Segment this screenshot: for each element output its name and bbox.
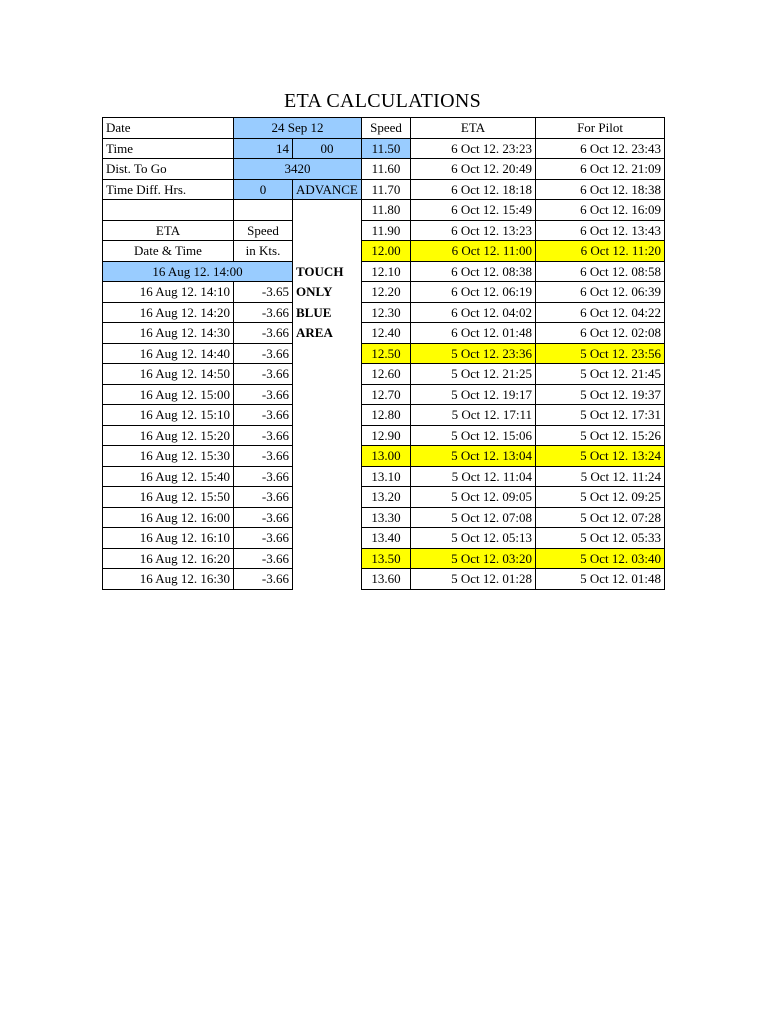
table-row [103, 302, 665, 323]
table-row [103, 364, 665, 385]
speed-value: 12.00 [362, 241, 411, 262]
eta-value: 5 Oct 12. 01:28 [411, 569, 536, 590]
eta-value: 5 Oct 12. 15:06 [411, 425, 536, 446]
row-time-diff [103, 179, 665, 200]
spacer-cell [293, 220, 362, 241]
left-speed-value: -3.66 [234, 405, 293, 426]
spacer-cell [293, 569, 362, 590]
blank-cell [103, 200, 234, 221]
left-datetime-value: 16 Aug 12. 15:00 [103, 384, 234, 405]
left-speed-value: -3.66 [234, 507, 293, 528]
eta-value: 5 Oct 12. 19:17 [411, 384, 536, 405]
speed-value: 11.60 [362, 159, 411, 180]
left-datetime-value: 16 Aug 12. 16:20 [103, 548, 234, 569]
time-diff-label: Time Diff. Hrs. [103, 179, 234, 200]
left-datetime-value: 16 Aug 12. 14:30 [103, 323, 234, 344]
row-left-header-1 [103, 220, 665, 241]
blank-cell [293, 200, 362, 221]
speed-value: 11.50 [362, 138, 411, 159]
pilot-eta-value: 6 Oct 12. 18:38 [536, 179, 665, 200]
row-left-header-2 [103, 241, 665, 262]
eta-sheet [102, 117, 665, 590]
eta-value: 5 Oct 12. 09:05 [411, 487, 536, 508]
pilot-col-header: For Pilot [536, 118, 665, 139]
speed-value: 12.80 [362, 405, 411, 426]
speed-value: 12.90 [362, 425, 411, 446]
table-row [103, 343, 665, 364]
spacer-cell [293, 548, 362, 569]
note-word: TOUCH [296, 263, 344, 279]
pilot-eta-value: 6 Oct 12. 13:43 [536, 220, 665, 241]
left-kts-header: in Kts. [234, 241, 293, 262]
table-row [103, 507, 665, 528]
speed-col-header: Speed [362, 118, 411, 139]
table-row [103, 466, 665, 487]
left-datetime-value: 16 Aug 12. 15:40 [103, 466, 234, 487]
pilot-eta-value: 5 Oct 12. 11:24 [536, 466, 665, 487]
spacer-cell [293, 364, 362, 385]
speed-value: 11.70 [362, 179, 411, 200]
left-speed-value: -3.66 [234, 302, 293, 323]
time-label: Time [103, 138, 234, 159]
speed-value: 13.30 [362, 507, 411, 528]
pilot-eta-value: 5 Oct 12. 19:37 [536, 384, 665, 405]
spacer-cell [293, 384, 362, 405]
row-dist [103, 159, 665, 180]
time-diff-mode-input[interactable]: ADVANCE [293, 179, 362, 200]
left-speed-value: -3.66 [234, 446, 293, 467]
eta-value: 6 Oct 12. 01:48 [411, 323, 536, 344]
left-datetime-header: Date & Time [103, 241, 234, 262]
left-datetime-value: 16 Aug 12. 14:10 [103, 282, 234, 303]
pilot-eta-value: 5 Oct 12. 09:25 [536, 487, 665, 508]
spacer-cell [293, 446, 362, 467]
date-input[interactable]: 24 Sep 12 [234, 118, 362, 139]
speed-value: 12.40 [362, 323, 411, 344]
speed-value: 13.50 [362, 548, 411, 569]
note-word: BLUE [296, 304, 332, 320]
left-speed-value: -3.66 [234, 528, 293, 549]
speed-value: 12.10 [362, 261, 411, 282]
note-word: ONLY [296, 284, 333, 300]
eta-value: 6 Oct 12. 08:38 [411, 261, 536, 282]
pilot-eta-value: 5 Oct 12. 17:31 [536, 405, 665, 426]
left-speed-value: -3.66 [234, 384, 293, 405]
eta-value: 6 Oct 12. 23:23 [411, 138, 536, 159]
speed-value: 11.90 [362, 220, 411, 241]
left-datetime-value: 16 Aug 12. 15:30 [103, 446, 234, 467]
eta-value: 5 Oct 12. 03:20 [411, 548, 536, 569]
pilot-eta-value: 5 Oct 12. 21:45 [536, 364, 665, 385]
spacer-cell [293, 241, 362, 262]
left-eta-header: ETA [103, 220, 234, 241]
pilot-eta-value: 5 Oct 12. 15:26 [536, 425, 665, 446]
speed-value: 12.70 [362, 384, 411, 405]
left-speed-value: -3.66 [234, 343, 293, 364]
pilot-eta-value: 5 Oct 12. 07:28 [536, 507, 665, 528]
eta-value: 5 Oct 12. 05:13 [411, 528, 536, 549]
pilot-eta-value: 6 Oct 12. 06:39 [536, 282, 665, 303]
pilot-eta-value: 6 Oct 12. 23:43 [536, 138, 665, 159]
table-row [103, 323, 665, 344]
left-datetime-value: 16 Aug 12. 14:50 [103, 364, 234, 385]
dist-label: Dist. To Go [103, 159, 234, 180]
eta-col-header: ETA [411, 118, 536, 139]
left-speed-value: -3.66 [234, 466, 293, 487]
eta-value: 5 Oct 12. 17:11 [411, 405, 536, 426]
speed-value: 12.20 [362, 282, 411, 303]
pilot-eta-value: 5 Oct 12. 05:33 [536, 528, 665, 549]
spacer-cell [293, 343, 362, 364]
pilot-eta-value: 6 Oct 12. 02:08 [536, 323, 665, 344]
speed-value: 13.60 [362, 569, 411, 590]
pilot-eta-value: 5 Oct 12. 13:24 [536, 446, 665, 467]
sheet-body [103, 118, 665, 590]
speed-value: 13.20 [362, 487, 411, 508]
row-time [103, 138, 665, 159]
spacer-cell [293, 487, 362, 508]
table-row [103, 528, 665, 549]
eta-value: 5 Oct 12. 23:36 [411, 343, 536, 364]
eta-value: 6 Oct 12. 20:49 [411, 159, 536, 180]
eta-value: 5 Oct 12. 21:25 [411, 364, 536, 385]
left-datetime-value: 16 Aug 12. 14:40 [103, 343, 234, 364]
left-datetime-value: 16 Aug 12. 14:20 [103, 302, 234, 323]
note-word: AREA [296, 325, 333, 341]
speed-value: 12.50 [362, 343, 411, 364]
left-speed-value: -3.66 [234, 487, 293, 508]
table-row [103, 282, 665, 303]
table-row [103, 487, 665, 508]
speed-value: 13.00 [362, 446, 411, 467]
pilot-eta-value: 6 Oct 12. 16:09 [536, 200, 665, 221]
row-date [103, 118, 665, 139]
row-start [103, 261, 665, 282]
eta-value: 6 Oct 12. 15:49 [411, 200, 536, 221]
eta-value: 6 Oct 12. 11:00 [411, 241, 536, 262]
time-diff-input[interactable]: 0 [234, 179, 293, 200]
spacer-cell [293, 528, 362, 549]
left-datetime-value: 16 Aug 12. 15:10 [103, 405, 234, 426]
eta-value: 5 Oct 12. 11:04 [411, 466, 536, 487]
left-datetime-value: 16 Aug 12. 16:30 [103, 569, 234, 590]
pilot-eta-value: 6 Oct 12. 21:09 [536, 159, 665, 180]
pilot-eta-value: 5 Oct 12. 01:48 [536, 569, 665, 590]
left-speed-value: -3.66 [234, 425, 293, 446]
eta-value: 6 Oct 12. 18:18 [411, 179, 536, 200]
spacer-cell [293, 425, 362, 446]
speed-value: 12.30 [362, 302, 411, 323]
eta-value: 5 Oct 12. 13:04 [411, 446, 536, 467]
speed-value: 11.80 [362, 200, 411, 221]
spacer-cell [293, 507, 362, 528]
time-hours-input[interactable]: 14 [234, 138, 293, 159]
spacer-cell [293, 405, 362, 426]
left-speed-value: -3.65 [234, 282, 293, 303]
left-datetime-value: 16 Aug 12. 16:10 [103, 528, 234, 549]
table-row [103, 425, 665, 446]
eta-value: 5 Oct 12. 07:08 [411, 507, 536, 528]
blank-cell [234, 200, 293, 221]
row-blank [103, 200, 665, 221]
pilot-eta-value: 6 Oct 12. 11:20 [536, 241, 665, 262]
date-label: Date [103, 118, 234, 139]
sheet-title: ETA CALCULATIONS [283, 90, 482, 112]
left-datetime-value: 16 Aug 12. 15:20 [103, 425, 234, 446]
left-datetime-value: 16 Aug 12. 15:50 [103, 487, 234, 508]
speed-value: 13.40 [362, 528, 411, 549]
speed-value: 13.10 [362, 466, 411, 487]
left-speed-value: -3.66 [234, 548, 293, 569]
speed-value: 12.60 [362, 364, 411, 385]
start-datetime-input[interactable]: 16 Aug 12. 14:00 [103, 261, 293, 282]
eta-value: 6 Oct 12. 13:23 [411, 220, 536, 241]
left-speed-value: -3.66 [234, 364, 293, 385]
pilot-eta-value: 6 Oct 12. 08:58 [536, 261, 665, 282]
left-speed-header: Speed [234, 220, 293, 241]
table-row [103, 384, 665, 405]
eta-value: 6 Oct 12. 04:02 [411, 302, 536, 323]
table-row [103, 569, 665, 590]
pilot-eta-value: 6 Oct 12. 04:22 [536, 302, 665, 323]
table-row [103, 405, 665, 426]
time-minutes-input[interactable]: 00 [293, 138, 362, 159]
table-row [103, 446, 665, 467]
table-row [103, 548, 665, 569]
left-speed-value: -3.66 [234, 323, 293, 344]
eta-value: 6 Oct 12. 06:19 [411, 282, 536, 303]
left-datetime-value: 16 Aug 12. 16:00 [103, 507, 234, 528]
pilot-eta-value: 5 Oct 12. 23:56 [536, 343, 665, 364]
left-speed-value: -3.66 [234, 569, 293, 590]
spacer-cell [293, 466, 362, 487]
dist-input[interactable]: 3420 [234, 159, 362, 180]
pilot-eta-value: 5 Oct 12. 03:40 [536, 548, 665, 569]
